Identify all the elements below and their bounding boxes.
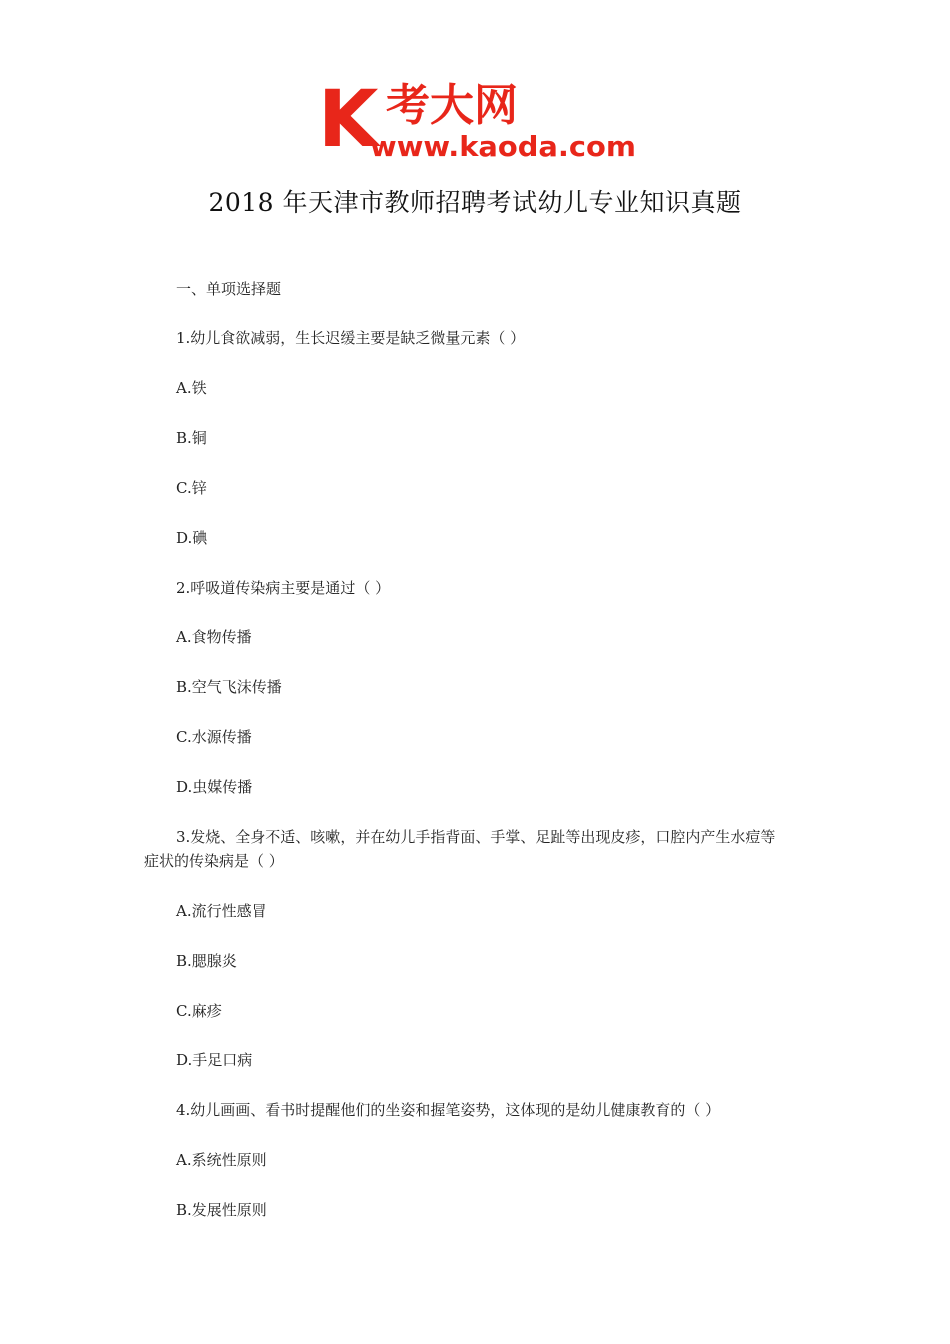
answer-option: C.锌 <box>176 479 207 497</box>
question-stem-continuation: 症状的传染病是（ ） <box>144 852 284 870</box>
question-stem: 4.幼儿画画、看书时提醒他们的坐姿和握笔姿势，这体现的是幼儿健康教育的（ ） <box>176 1101 721 1119</box>
answer-option: B.发展性原则 <box>176 1201 267 1219</box>
section-heading: 一、单项选择题 <box>176 280 282 298</box>
logo-brand-name: 考大网 <box>386 80 518 131</box>
answer-option: A.食物传播 <box>176 628 252 646</box>
question-stem: 3.发烧、全身不适、咳嗽，并在幼儿手指背面、手掌、足趾等出现皮疹，口腔内产生水痘等 <box>176 828 776 846</box>
answer-option: A.系统性原则 <box>176 1151 267 1169</box>
question-stem: 1.幼儿食欲减弱，生长迟缓主要是缺乏微量元素（ ） <box>176 329 526 347</box>
answer-option: B.空气飞沫传播 <box>176 678 282 696</box>
answer-option: D.虫媒传播 <box>176 778 253 796</box>
logo-k-letter: K <box>318 80 379 162</box>
document-title: 2018 年天津市教师招聘考试幼儿专业知识真题 <box>208 188 742 217</box>
answer-option: D.碘 <box>176 529 208 547</box>
answer-option: A.铁 <box>176 379 207 397</box>
question-stem: 2.呼吸道传染病主要是通过（ ） <box>176 579 391 597</box>
answer-option: C.水源传播 <box>176 728 252 746</box>
answer-option: C.麻疹 <box>176 1002 222 1020</box>
answer-option: A.流行性感冒 <box>176 902 267 920</box>
answer-option: B.腮腺炎 <box>176 952 237 970</box>
answer-option: B.铜 <box>176 429 207 447</box>
logo-url-text: www.kaoda.com <box>370 130 636 162</box>
answer-option: D.手足口病 <box>176 1051 253 1069</box>
